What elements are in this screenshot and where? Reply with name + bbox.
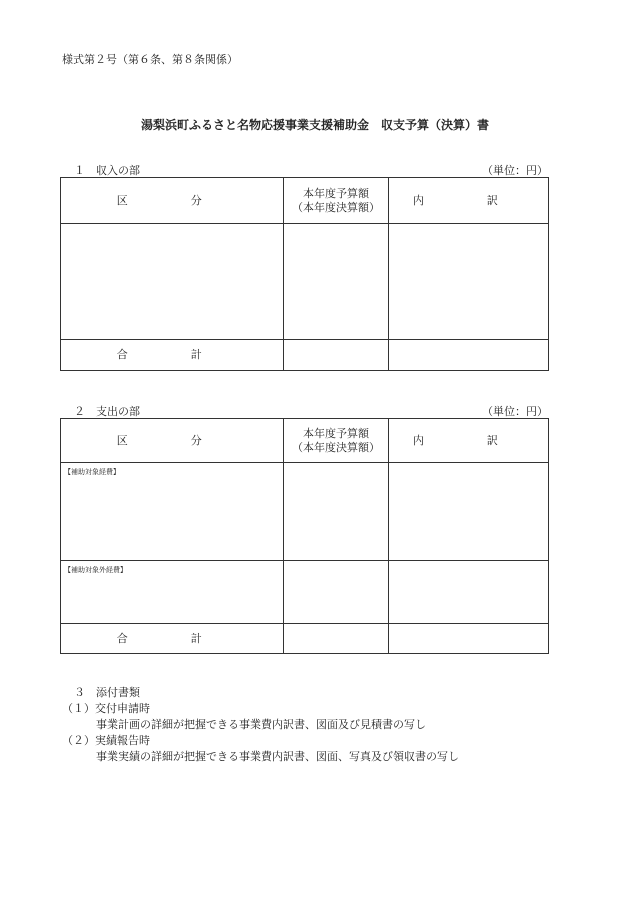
income-header-row <box>61 178 549 224</box>
income-unit: （単位：円） <box>482 164 548 177</box>
attachment-item2-text: 事業実績の詳細が把握できる事業費内訳書、図面、写真及び領収書の写し <box>96 750 459 763</box>
income-col-breakdown: 内 訳 <box>388 178 548 224</box>
income-col-amount <box>284 178 388 224</box>
expense-unit: （単位：円） <box>482 405 548 418</box>
expense-col-amount-line1: 本年度予算額 <box>303 426 370 440</box>
expense-non-eligible-amount <box>284 561 388 624</box>
attachments-section <box>62 685 459 765</box>
expense-total-label: 合 計 <box>61 624 284 654</box>
expense-non-eligible-row <box>61 561 549 624</box>
document-title: 湯梨浜町ふるさと名物応援事業支援補助金 収支予算（決算）書 <box>140 118 489 132</box>
income-col-amount-line1: 本年度予算額 <box>303 186 370 200</box>
expense-non-eligible-cell <box>61 561 284 624</box>
income-breakdown-cell <box>388 224 548 340</box>
expense-heading: ２ 支出の部 <box>74 405 140 418</box>
expense-header-row <box>61 419 549 463</box>
expense-eligible-row <box>61 463 549 561</box>
expense-col-breakdown: 内 訳 <box>388 419 548 463</box>
eligible-expense-label: 【補助対象経費】 <box>64 468 120 476</box>
income-total-row <box>61 340 549 371</box>
expense-total-row <box>61 624 549 654</box>
attachment-item2-title: （２）実績報告時 <box>62 734 150 747</box>
expense-total-breakdown <box>388 624 548 654</box>
income-col-amount-line2: （本年度決算額） <box>292 200 381 214</box>
income-total-label: 合 計 <box>61 340 284 371</box>
income-amount-cell <box>284 224 388 340</box>
expense-total-amount <box>284 624 388 654</box>
income-body-row <box>61 224 549 340</box>
form-number: 様式第２号（第６条、第８条関係） <box>62 53 238 66</box>
expense-table <box>60 418 549 654</box>
income-col-category: 区 分 <box>61 178 284 224</box>
attachment-item1-text: 事業計画の詳細が把握できる事業費内訳書、図面及び見積書の写し <box>96 718 426 731</box>
expense-eligible-cell <box>61 463 284 561</box>
attachment-item1-title: （１）交付申請時 <box>62 702 150 715</box>
income-heading: １ 収入の部 <box>74 164 140 177</box>
income-category-cell <box>61 224 284 340</box>
income-total-breakdown <box>388 340 548 371</box>
expense-eligible-amount <box>284 463 388 561</box>
expense-non-eligible-breakdown <box>388 561 548 624</box>
expense-eligible-breakdown <box>388 463 548 561</box>
non-eligible-expense-label: 【補助対象外経費】 <box>64 566 127 574</box>
attachments-heading: ３ 添付書類 <box>74 686 140 699</box>
expense-col-amount <box>284 419 388 463</box>
expense-col-amount-line2: （本年度決算額） <box>292 440 381 454</box>
expense-col-category: 区 分 <box>61 419 284 463</box>
income-total-amount <box>284 340 388 371</box>
income-table <box>60 177 549 371</box>
